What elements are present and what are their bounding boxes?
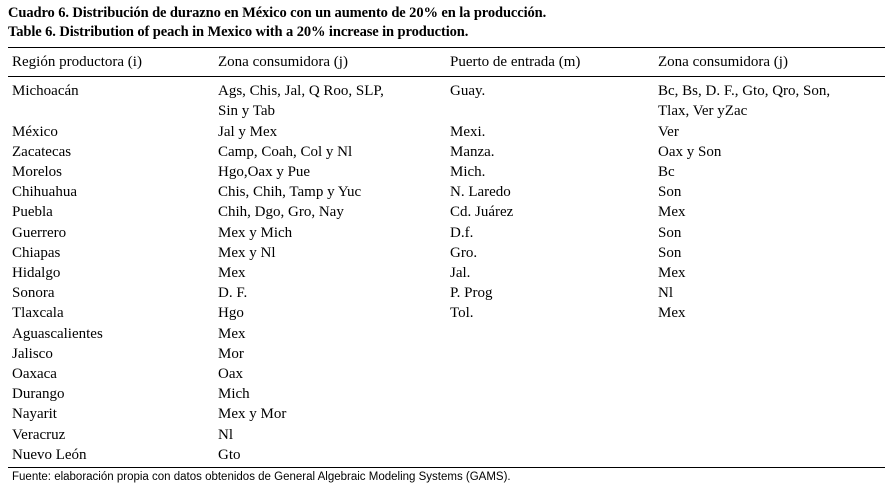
cell-region-productora: Veracruz xyxy=(12,426,66,443)
cell-puerto-de-entrada: D.f. xyxy=(450,224,474,241)
table-row xyxy=(8,223,885,243)
table-row xyxy=(8,303,885,323)
cell-zona-consumidora-1: Mex xyxy=(218,325,246,342)
table-row xyxy=(8,425,885,445)
cell-puerto-de-entrada: Mexi. xyxy=(450,123,486,140)
cell-region-productora: Zacatecas xyxy=(12,143,72,160)
table-header-row xyxy=(8,48,885,77)
cell-puerto-de-entrada: Mich. xyxy=(450,164,486,181)
cell-zona-consumidora-1: Mex y Mich xyxy=(218,224,293,241)
cell-puerto-de-entrada: N. Laredo xyxy=(450,184,511,201)
cell-region-productora: México xyxy=(12,123,58,140)
cell-zona-consumidora-1: Mor xyxy=(218,345,244,362)
table-row xyxy=(8,384,885,404)
table-row xyxy=(8,263,885,283)
cell-zona-consumidora-1: Camp, Coah, Col y Nl xyxy=(218,143,353,160)
cell-zona-consumidora-1: Chis, Chih, Tamp y Yuc xyxy=(218,184,362,201)
cell-zona-consumidora-1: Jal y Mex xyxy=(218,123,278,140)
cell-zona-consumidora-1: Gto xyxy=(218,446,241,463)
cell-region-productora: Nuevo León xyxy=(12,446,87,463)
cell-puerto-de-entrada xyxy=(446,344,654,364)
cell-zona-consumidora-1: Ags, Chis, Jal, Q Roo, SLP, xyxy=(218,83,384,100)
cell-zona-consumidora-2: Son xyxy=(658,224,682,241)
cell-puerto-de-entrada xyxy=(446,324,654,344)
column-header-zona-consumidora-2: Zona consumidora (j) xyxy=(654,48,885,77)
cell-zona-consumidora-1: Mex xyxy=(218,265,246,282)
cell-puerto-de-entrada: Gro. xyxy=(450,244,478,261)
cell-region-productora: Durango xyxy=(12,386,65,403)
cell-zona-consumidora-1: Mex y Nl xyxy=(218,244,276,261)
cell-region-productora: Michoacán xyxy=(12,83,79,100)
table-source-note: Fuente: elaboración propia con datos obtenidos de General Algebraic Modeling Systems (GAMS). xyxy=(12,471,511,484)
cell-zona-consumidora-2: Bc, Bs, D. F., Gto, Qro, Son, xyxy=(658,83,831,100)
cell-zona-consumidora-2: Mex xyxy=(658,204,686,221)
table-row xyxy=(8,77,885,102)
cell-puerto-de-entrada: Tol. xyxy=(450,305,474,322)
cell-puerto-de-entrada: Manza. xyxy=(450,143,495,160)
cell-puerto-de-entrada: Jal. xyxy=(450,265,471,282)
table-body xyxy=(8,77,885,465)
cell-zona-consumidora-1: Chih, Dgo, Gro, Nay xyxy=(218,204,344,221)
cell-zona-consumidora-1: Hgo xyxy=(218,305,244,322)
cell-region-productora: Morelos xyxy=(12,164,62,181)
cell-zona-consumidora-2: Mex xyxy=(658,265,686,282)
cell-zona-consumidora-2: Ver xyxy=(658,123,679,140)
cell-zona-consumidora-2: Son xyxy=(658,184,682,201)
cell-zona-consumidora-2 xyxy=(654,344,885,364)
cell-region-productora: Nayarit xyxy=(12,406,57,423)
cell-puerto-de-entrada xyxy=(446,404,654,424)
cell-zona-consumidora-2 xyxy=(654,324,885,344)
cell-zona-consumidora-1: Mich xyxy=(218,386,250,403)
cell-zona-consumidora-2: Nl xyxy=(658,285,673,302)
caption-line-spanish: Cuadro 6. Distribución de durazno en México con un aumento de 20% en la producción. xyxy=(8,5,547,21)
cell-puerto-de-entrada: P. Prog xyxy=(450,285,493,302)
cell-zona-consumidora-2: Oax y Son xyxy=(658,143,722,160)
cell-region-productora: Guerrero xyxy=(12,224,67,241)
cell-puerto-de-entrada xyxy=(446,384,654,404)
cell-zona-consumidora-2: Son xyxy=(658,244,682,261)
cell-region-productora: Chiapas xyxy=(12,244,61,261)
cell-puerto-de-entrada xyxy=(446,425,654,445)
table-row xyxy=(8,202,885,222)
cell-region-productora: Jalisco xyxy=(12,345,53,362)
cell-region-productora: Tlaxcala xyxy=(12,305,64,322)
caption-line-english: Table 6. Distribution of peach in Mexico with a 20% increase in production. xyxy=(8,24,469,40)
table-caption xyxy=(8,4,885,42)
table-row xyxy=(8,243,885,263)
table-row xyxy=(8,283,885,303)
cell-zona-consumidora-1: Mex y Mor xyxy=(218,406,287,423)
cell-puerto-de-entrada xyxy=(446,445,654,465)
cell-zona-consumidora-2 xyxy=(654,425,885,445)
cell-puerto-de-entrada xyxy=(446,101,654,121)
cell-zona-consumidora-1: Oax xyxy=(218,366,243,383)
cell-zona-consumidora-1: Nl xyxy=(218,426,233,443)
cell-region-productora: Oaxaca xyxy=(12,366,57,383)
cell-zona-consumidora-2 xyxy=(654,364,885,384)
table-row xyxy=(8,445,885,465)
cell-region-productora: Chihuahua xyxy=(12,184,77,201)
cell-zona-consumidora-1: D. F. xyxy=(218,285,248,302)
cell-zona-consumidora-2 xyxy=(654,404,885,424)
cell-region-productora: Hidalgo xyxy=(12,265,61,282)
cell-puerto-de-entrada: Guay. xyxy=(450,83,486,100)
cell-zona-consumidora-2: Tlax, Ver yZac xyxy=(658,103,748,120)
cell-zona-consumidora-2 xyxy=(654,384,885,404)
table-row xyxy=(8,142,885,162)
table-row xyxy=(8,122,885,142)
cell-region-productora: Puebla xyxy=(12,204,53,221)
cell-region-productora: Aguascalientes xyxy=(12,325,103,342)
cell-region-productora: Sonora xyxy=(12,285,55,302)
table-row xyxy=(8,364,885,384)
cell-puerto-de-entrada: Cd. Juárez xyxy=(450,204,514,221)
table-row xyxy=(8,101,885,121)
table-row xyxy=(8,344,885,364)
column-header-zona-consumidora-1: Zona consumidora (j) xyxy=(214,48,446,77)
table-row xyxy=(8,182,885,202)
cell-zona-consumidora-2 xyxy=(654,445,885,465)
table-row xyxy=(8,162,885,182)
cell-zona-consumidora-2: Mex xyxy=(658,305,686,322)
cell-region-productora xyxy=(8,101,214,121)
distribution-table xyxy=(8,47,885,465)
table-row xyxy=(8,324,885,344)
cell-zona-consumidora-1: Hgo,Oax y Pue xyxy=(218,164,311,181)
cell-zona-consumidora-2: Bc xyxy=(658,164,675,181)
table-header xyxy=(8,48,885,77)
cell-puerto-de-entrada xyxy=(446,364,654,384)
cell-zona-consumidora-1: Sin y Tab xyxy=(218,103,276,120)
column-header-puerto-de-entrada: Puerto de entrada (m) xyxy=(446,48,654,77)
table-row xyxy=(8,404,885,424)
column-header-region-productora: Región productora (i) xyxy=(8,48,214,77)
